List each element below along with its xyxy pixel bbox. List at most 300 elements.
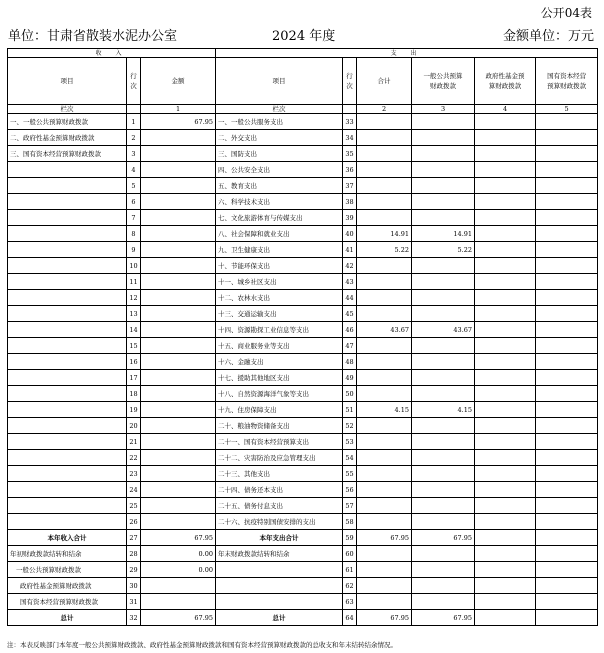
expense-total bbox=[357, 434, 412, 450]
table-row bbox=[8, 338, 598, 354]
general-budget-amount: 4.15 bbox=[412, 402, 475, 418]
expense-row-no: 64 bbox=[343, 610, 357, 626]
expense-total bbox=[357, 386, 412, 402]
income-amount bbox=[141, 514, 216, 530]
general-budget-amount bbox=[412, 450, 475, 466]
general-budget-amount: 67.95 bbox=[412, 610, 475, 626]
income-amount bbox=[141, 418, 216, 434]
general-budget-amount bbox=[412, 418, 475, 434]
fund-budget-amount bbox=[475, 450, 536, 466]
general-budget-amount bbox=[412, 578, 475, 594]
income-amount bbox=[141, 322, 216, 338]
expense-item: 十四、资源勘探工业信息等支出 bbox=[216, 322, 343, 338]
expense-total bbox=[357, 210, 412, 226]
income-row-no: 31 bbox=[127, 594, 141, 610]
expense-total-header: 合计 bbox=[357, 58, 412, 105]
expense-item: 十三、交通运输支出 bbox=[216, 306, 343, 322]
capital-budget-amount bbox=[536, 546, 598, 562]
fund-budget-amount bbox=[475, 354, 536, 370]
general-budget-amount: 43.67 bbox=[412, 322, 475, 338]
expense-total bbox=[357, 466, 412, 482]
expense-item-header: 项目 bbox=[216, 58, 343, 105]
income-row-no-header: 行 次 bbox=[127, 58, 141, 105]
income-item: 总计 bbox=[8, 610, 127, 626]
expense-total bbox=[357, 290, 412, 306]
income-row-no: 30 bbox=[127, 578, 141, 594]
capital-budget-amount bbox=[536, 450, 598, 466]
general-budget-amount bbox=[412, 194, 475, 210]
table-row bbox=[8, 306, 598, 322]
capital-budget-amount bbox=[536, 530, 598, 546]
lanci-label: 栏次 bbox=[8, 105, 127, 114]
general-budget-amount bbox=[412, 178, 475, 194]
general-budget-amount bbox=[412, 354, 475, 370]
expense-row-no: 60 bbox=[343, 546, 357, 562]
expense-total bbox=[357, 498, 412, 514]
income-item bbox=[8, 258, 127, 274]
capital-budget-amount bbox=[536, 514, 598, 530]
fund-budget-amount bbox=[475, 226, 536, 242]
fund-budget-amount bbox=[475, 402, 536, 418]
fund-budget-amount bbox=[475, 610, 536, 626]
income-row-no: 18 bbox=[127, 386, 141, 402]
income-row-no: 20 bbox=[127, 418, 141, 434]
expense-item: 二十五、债务付息支出 bbox=[216, 498, 343, 514]
capital-budget-amount bbox=[536, 434, 598, 450]
income-item bbox=[8, 210, 127, 226]
expense-total: 5.22 bbox=[357, 242, 412, 258]
income-amount bbox=[141, 386, 216, 402]
expense-row-no: 44 bbox=[343, 290, 357, 306]
fund-budget-amount bbox=[475, 482, 536, 498]
table-note: 注：本表反映部门本年度一般公共预算财政拨款、政府性基金预算财政拨款和国有资本经营预算财政拨款的总收支和年末结转结余情况。 bbox=[7, 641, 397, 649]
general-budget-amount bbox=[412, 546, 475, 562]
expense-total bbox=[357, 306, 412, 322]
fund-budget-amount bbox=[475, 306, 536, 322]
expense-total bbox=[357, 146, 412, 162]
income-item bbox=[8, 242, 127, 258]
expense-item: 二十一、国有资本经营预算支出 bbox=[216, 434, 343, 450]
income-item bbox=[8, 482, 127, 498]
expense-row-no: 36 bbox=[343, 162, 357, 178]
expense-row-no: 41 bbox=[343, 242, 357, 258]
income-amount bbox=[141, 242, 216, 258]
fund-budget-amount bbox=[475, 162, 536, 178]
capital-budget-header: 国有资本经营 预算财政拨款 bbox=[536, 58, 598, 105]
year-label: 2024 年度 bbox=[272, 29, 336, 44]
income-item bbox=[8, 194, 127, 210]
table-row bbox=[8, 386, 598, 402]
expense-row-no: 47 bbox=[343, 338, 357, 354]
expense-item: 二十六、抗疫特别国债安排的支出 bbox=[216, 514, 343, 530]
table-row bbox=[8, 162, 598, 178]
expense-item: 十九、住房保障支出 bbox=[216, 402, 343, 418]
general-budget-amount bbox=[412, 162, 475, 178]
income-item bbox=[8, 450, 127, 466]
lanci-col-5: 5 bbox=[536, 105, 598, 114]
income-amount bbox=[141, 162, 216, 178]
income-item: 国有资本经营预算财政拨款 bbox=[8, 594, 127, 610]
fund-budget-amount bbox=[475, 498, 536, 514]
general-budget-header: 一般公共预算 财政拨款 bbox=[412, 58, 475, 105]
capital-budget-amount bbox=[536, 578, 598, 594]
fund-budget-amount bbox=[475, 258, 536, 274]
capital-budget-amount bbox=[536, 258, 598, 274]
fund-budget-amount bbox=[475, 466, 536, 482]
capital-budget-amount bbox=[536, 194, 598, 210]
income-amount bbox=[141, 498, 216, 514]
income-amount bbox=[141, 354, 216, 370]
income-amount: 67.95 bbox=[141, 114, 216, 130]
lanci-blank bbox=[127, 105, 141, 114]
income-amount bbox=[141, 226, 216, 242]
expense-item: 一、一般公共服务支出 bbox=[216, 114, 343, 130]
lanci-col-1: 1 bbox=[141, 105, 216, 114]
income-item bbox=[8, 434, 127, 450]
income-item bbox=[8, 402, 127, 418]
fund-budget-amount bbox=[475, 514, 536, 530]
expense-total bbox=[357, 130, 412, 146]
income-row-no: 1 bbox=[127, 114, 141, 130]
income-amount bbox=[141, 274, 216, 290]
fund-budget-amount bbox=[475, 338, 536, 354]
income-item bbox=[8, 306, 127, 322]
income-row-no: 14 bbox=[127, 322, 141, 338]
table-row bbox=[8, 402, 598, 418]
general-budget-amount bbox=[412, 114, 475, 130]
income-item: 政府性基金预算财政拨款 bbox=[8, 578, 127, 594]
expense-total bbox=[357, 546, 412, 562]
general-budget-amount bbox=[412, 258, 475, 274]
expense-row-no-header: 行 次 bbox=[343, 58, 357, 105]
income-amount bbox=[141, 178, 216, 194]
income-amount bbox=[141, 466, 216, 482]
expense-total bbox=[357, 370, 412, 386]
fund-budget-header: 政府性基金预 算财政拨款 bbox=[475, 58, 536, 105]
general-budget-amount bbox=[412, 146, 475, 162]
fund-budget-amount bbox=[475, 578, 536, 594]
expense-total bbox=[357, 594, 412, 610]
income-amount bbox=[141, 402, 216, 418]
income-item: 年初财政拨款结转和结余 bbox=[8, 546, 127, 562]
expense-total bbox=[357, 162, 412, 178]
carry-over-row bbox=[8, 562, 598, 578]
table-row bbox=[8, 482, 598, 498]
table-row bbox=[8, 450, 598, 466]
income-amount bbox=[141, 194, 216, 210]
income-row-no: 28 bbox=[127, 546, 141, 562]
general-budget-amount: 5.22 bbox=[412, 242, 475, 258]
capital-budget-amount bbox=[536, 418, 598, 434]
income-item bbox=[8, 498, 127, 514]
general-budget-amount bbox=[412, 466, 475, 482]
expense-item: 总计 bbox=[216, 610, 343, 626]
capital-budget-amount bbox=[536, 290, 598, 306]
income-row-no: 10 bbox=[127, 258, 141, 274]
income-row-no: 6 bbox=[127, 194, 141, 210]
income-item: 一般公共预算财政拨款 bbox=[8, 562, 127, 578]
capital-budget-amount bbox=[536, 498, 598, 514]
capital-budget-amount bbox=[536, 562, 598, 578]
expense-row-no: 48 bbox=[343, 354, 357, 370]
income-item: 一、一般公共预算财政拨款 bbox=[8, 114, 127, 130]
income-row-no: 24 bbox=[127, 482, 141, 498]
income-amount bbox=[141, 146, 216, 162]
expense-row-no: 40 bbox=[343, 226, 357, 242]
income-amount bbox=[141, 210, 216, 226]
income-item bbox=[8, 354, 127, 370]
expense-item: 十、节能环保支出 bbox=[216, 258, 343, 274]
income-amount bbox=[141, 450, 216, 466]
capital-budget-amount bbox=[536, 130, 598, 146]
general-budget-amount bbox=[412, 274, 475, 290]
general-budget-amount bbox=[412, 290, 475, 306]
fund-budget-amount bbox=[475, 178, 536, 194]
general-budget-amount bbox=[412, 562, 475, 578]
table-row bbox=[8, 242, 598, 258]
income-row-no: 7 bbox=[127, 210, 141, 226]
income-row-no: 32 bbox=[127, 610, 141, 626]
table-row bbox=[8, 274, 598, 290]
capital-budget-amount bbox=[536, 306, 598, 322]
lanci-label: 栏次 bbox=[216, 105, 343, 114]
expense-row-no: 42 bbox=[343, 258, 357, 274]
income-amount bbox=[141, 290, 216, 306]
fund-budget-amount bbox=[475, 130, 536, 146]
income-amount: 67.95 bbox=[141, 610, 216, 626]
expense-row-no: 63 bbox=[343, 594, 357, 610]
expense-row-no: 46 bbox=[343, 322, 357, 338]
income-item bbox=[8, 162, 127, 178]
expense-row-no: 51 bbox=[343, 402, 357, 418]
income-amount: 0.00 bbox=[141, 546, 216, 562]
fund-budget-amount bbox=[475, 386, 536, 402]
income-item: 三、国有资本经营预算财政拨款 bbox=[8, 146, 127, 162]
income-item bbox=[8, 466, 127, 482]
capital-budget-amount bbox=[536, 274, 598, 290]
income-item bbox=[8, 338, 127, 354]
general-budget-amount bbox=[412, 434, 475, 450]
table-row bbox=[8, 354, 598, 370]
income-item bbox=[8, 370, 127, 386]
expense-total: 67.95 bbox=[357, 610, 412, 626]
income-amount: 67.95 bbox=[141, 530, 216, 546]
income-amount bbox=[141, 306, 216, 322]
income-amount bbox=[141, 594, 216, 610]
fund-budget-amount bbox=[475, 194, 536, 210]
table-row bbox=[8, 434, 598, 450]
lanci-col-3: 3 bbox=[412, 105, 475, 114]
income-item bbox=[8, 514, 127, 530]
expense-row-no: 34 bbox=[343, 130, 357, 146]
fund-budget-amount bbox=[475, 322, 536, 338]
capital-budget-amount bbox=[536, 402, 598, 418]
income-row-no: 25 bbox=[127, 498, 141, 514]
fund-budget-amount bbox=[475, 546, 536, 562]
expense-item: 本年支出合计 bbox=[216, 530, 343, 546]
expense-item: 十一、城乡社区支出 bbox=[216, 274, 343, 290]
fund-budget-amount bbox=[475, 530, 536, 546]
general-budget-amount bbox=[412, 210, 475, 226]
expense-total bbox=[357, 194, 412, 210]
capital-budget-amount bbox=[536, 178, 598, 194]
general-budget-amount: 67.95 bbox=[412, 530, 475, 546]
fund-budget-amount bbox=[475, 290, 536, 306]
fund-budget-amount bbox=[475, 370, 536, 386]
income-row-no: 29 bbox=[127, 562, 141, 578]
income-amount: 0.00 bbox=[141, 562, 216, 578]
capital-budget-amount bbox=[536, 610, 598, 626]
table-row bbox=[8, 210, 598, 226]
expense-item: 五、教育支出 bbox=[216, 178, 343, 194]
expense-total bbox=[357, 562, 412, 578]
income-row-no: 13 bbox=[127, 306, 141, 322]
table-code: 公开04表 bbox=[540, 6, 592, 20]
income-row-no: 9 bbox=[127, 242, 141, 258]
expense-total: 14.91 bbox=[357, 226, 412, 242]
income-amount-header: 金额 bbox=[141, 58, 216, 105]
income-row-no: 16 bbox=[127, 354, 141, 370]
general-budget-amount: 14.91 bbox=[412, 226, 475, 242]
income-row-no: 19 bbox=[127, 402, 141, 418]
carry-over-row bbox=[8, 594, 598, 610]
income-section-header: 收 入 bbox=[8, 49, 216, 58]
income-row-no: 4 bbox=[127, 162, 141, 178]
expense-item: 年末财政拨款结转和结余 bbox=[216, 546, 343, 562]
expense-row-no: 49 bbox=[343, 370, 357, 386]
expense-total bbox=[357, 578, 412, 594]
general-budget-amount bbox=[412, 386, 475, 402]
capital-budget-amount bbox=[536, 354, 598, 370]
table-row bbox=[8, 290, 598, 306]
general-budget-amount bbox=[412, 498, 475, 514]
general-budget-amount bbox=[412, 130, 475, 146]
table-row bbox=[8, 146, 598, 162]
expense-item bbox=[216, 562, 343, 578]
fund-budget-amount bbox=[475, 418, 536, 434]
general-budget-amount bbox=[412, 514, 475, 530]
table-row bbox=[8, 498, 598, 514]
income-item bbox=[8, 274, 127, 290]
capital-budget-amount bbox=[536, 114, 598, 130]
expense-row-no: 54 bbox=[343, 450, 357, 466]
table-row bbox=[8, 418, 598, 434]
expense-row-no: 53 bbox=[343, 434, 357, 450]
expense-item: 八、社会保障和就业支出 bbox=[216, 226, 343, 242]
capital-budget-amount bbox=[536, 210, 598, 226]
fund-budget-amount bbox=[475, 210, 536, 226]
general-budget-amount bbox=[412, 306, 475, 322]
general-budget-amount bbox=[412, 370, 475, 386]
income-item: 二、政府性基金预算财政拨款 bbox=[8, 130, 127, 146]
table-row bbox=[8, 130, 598, 146]
table-row bbox=[8, 258, 598, 274]
unit-label: 单位：甘肃省散装水泥办公室 bbox=[8, 29, 178, 44]
expense-total: 4.15 bbox=[357, 402, 412, 418]
table-row bbox=[8, 114, 598, 130]
expense-item: 十八、自然资源海洋气象等支出 bbox=[216, 386, 343, 402]
expense-row-no: 35 bbox=[343, 146, 357, 162]
expense-item: 四、公共安全支出 bbox=[216, 162, 343, 178]
expense-row-no: 55 bbox=[343, 466, 357, 482]
expense-row-no: 37 bbox=[343, 178, 357, 194]
fund-budget-amount bbox=[475, 562, 536, 578]
expense-row-no: 33 bbox=[343, 114, 357, 130]
expense-item: 六、科学技术支出 bbox=[216, 194, 343, 210]
expense-row-no: 57 bbox=[343, 498, 357, 514]
money-unit-label: 金额单位：万元 bbox=[502, 29, 594, 44]
capital-budget-amount bbox=[536, 146, 598, 162]
expense-row-no: 43 bbox=[343, 274, 357, 290]
income-row-no: 17 bbox=[127, 370, 141, 386]
expense-item: 七、文化旅游体育与传媒支出 bbox=[216, 210, 343, 226]
fund-budget-amount bbox=[475, 114, 536, 130]
lanci-blank bbox=[343, 105, 357, 114]
income-row-no: 15 bbox=[127, 338, 141, 354]
expense-row-no: 58 bbox=[343, 514, 357, 530]
income-item: 本年收入合计 bbox=[8, 530, 127, 546]
income-item bbox=[8, 322, 127, 338]
income-item bbox=[8, 178, 127, 194]
income-item bbox=[8, 386, 127, 402]
income-amount bbox=[141, 370, 216, 386]
expense-total bbox=[357, 274, 412, 290]
expense-total bbox=[357, 258, 412, 274]
expense-item: 十五、商业服务业等支出 bbox=[216, 338, 343, 354]
capital-budget-amount bbox=[536, 482, 598, 498]
expense-row-no: 39 bbox=[343, 210, 357, 226]
expense-item bbox=[216, 578, 343, 594]
capital-budget-amount bbox=[536, 242, 598, 258]
income-row-no: 3 bbox=[127, 146, 141, 162]
carry-over-row bbox=[8, 578, 598, 594]
income-row-no: 8 bbox=[127, 226, 141, 242]
expense-item: 二、外交支出 bbox=[216, 130, 343, 146]
expense-row-no: 59 bbox=[343, 530, 357, 546]
income-item bbox=[8, 226, 127, 242]
income-row-no: 2 bbox=[127, 130, 141, 146]
table-row bbox=[8, 178, 598, 194]
expense-row-no: 62 bbox=[343, 578, 357, 594]
expense-item: 十六、金融支出 bbox=[216, 354, 343, 370]
expense-total: 67.95 bbox=[357, 530, 412, 546]
income-item bbox=[8, 418, 127, 434]
expense-total bbox=[357, 114, 412, 130]
fiscal-summary-table bbox=[7, 48, 598, 626]
income-amount bbox=[141, 338, 216, 354]
expense-row-no: 38 bbox=[343, 194, 357, 210]
general-budget-amount bbox=[412, 482, 475, 498]
income-row-no: 21 bbox=[127, 434, 141, 450]
income-amount bbox=[141, 578, 216, 594]
capital-budget-amount bbox=[536, 370, 598, 386]
table-row bbox=[8, 466, 598, 482]
expense-row-no: 45 bbox=[343, 306, 357, 322]
expense-item: 二十、粮油物资储备支出 bbox=[216, 418, 343, 434]
expense-total bbox=[357, 178, 412, 194]
carry-over-row bbox=[8, 546, 598, 562]
capital-budget-amount bbox=[536, 226, 598, 242]
expense-item: 二十三、其他支出 bbox=[216, 466, 343, 482]
expense-row-no: 56 bbox=[343, 482, 357, 498]
expense-total bbox=[357, 354, 412, 370]
income-row-no: 27 bbox=[127, 530, 141, 546]
general-budget-amount bbox=[412, 594, 475, 610]
expense-total bbox=[357, 418, 412, 434]
fund-budget-amount bbox=[475, 274, 536, 290]
income-amount bbox=[141, 258, 216, 274]
income-row-no: 26 bbox=[127, 514, 141, 530]
